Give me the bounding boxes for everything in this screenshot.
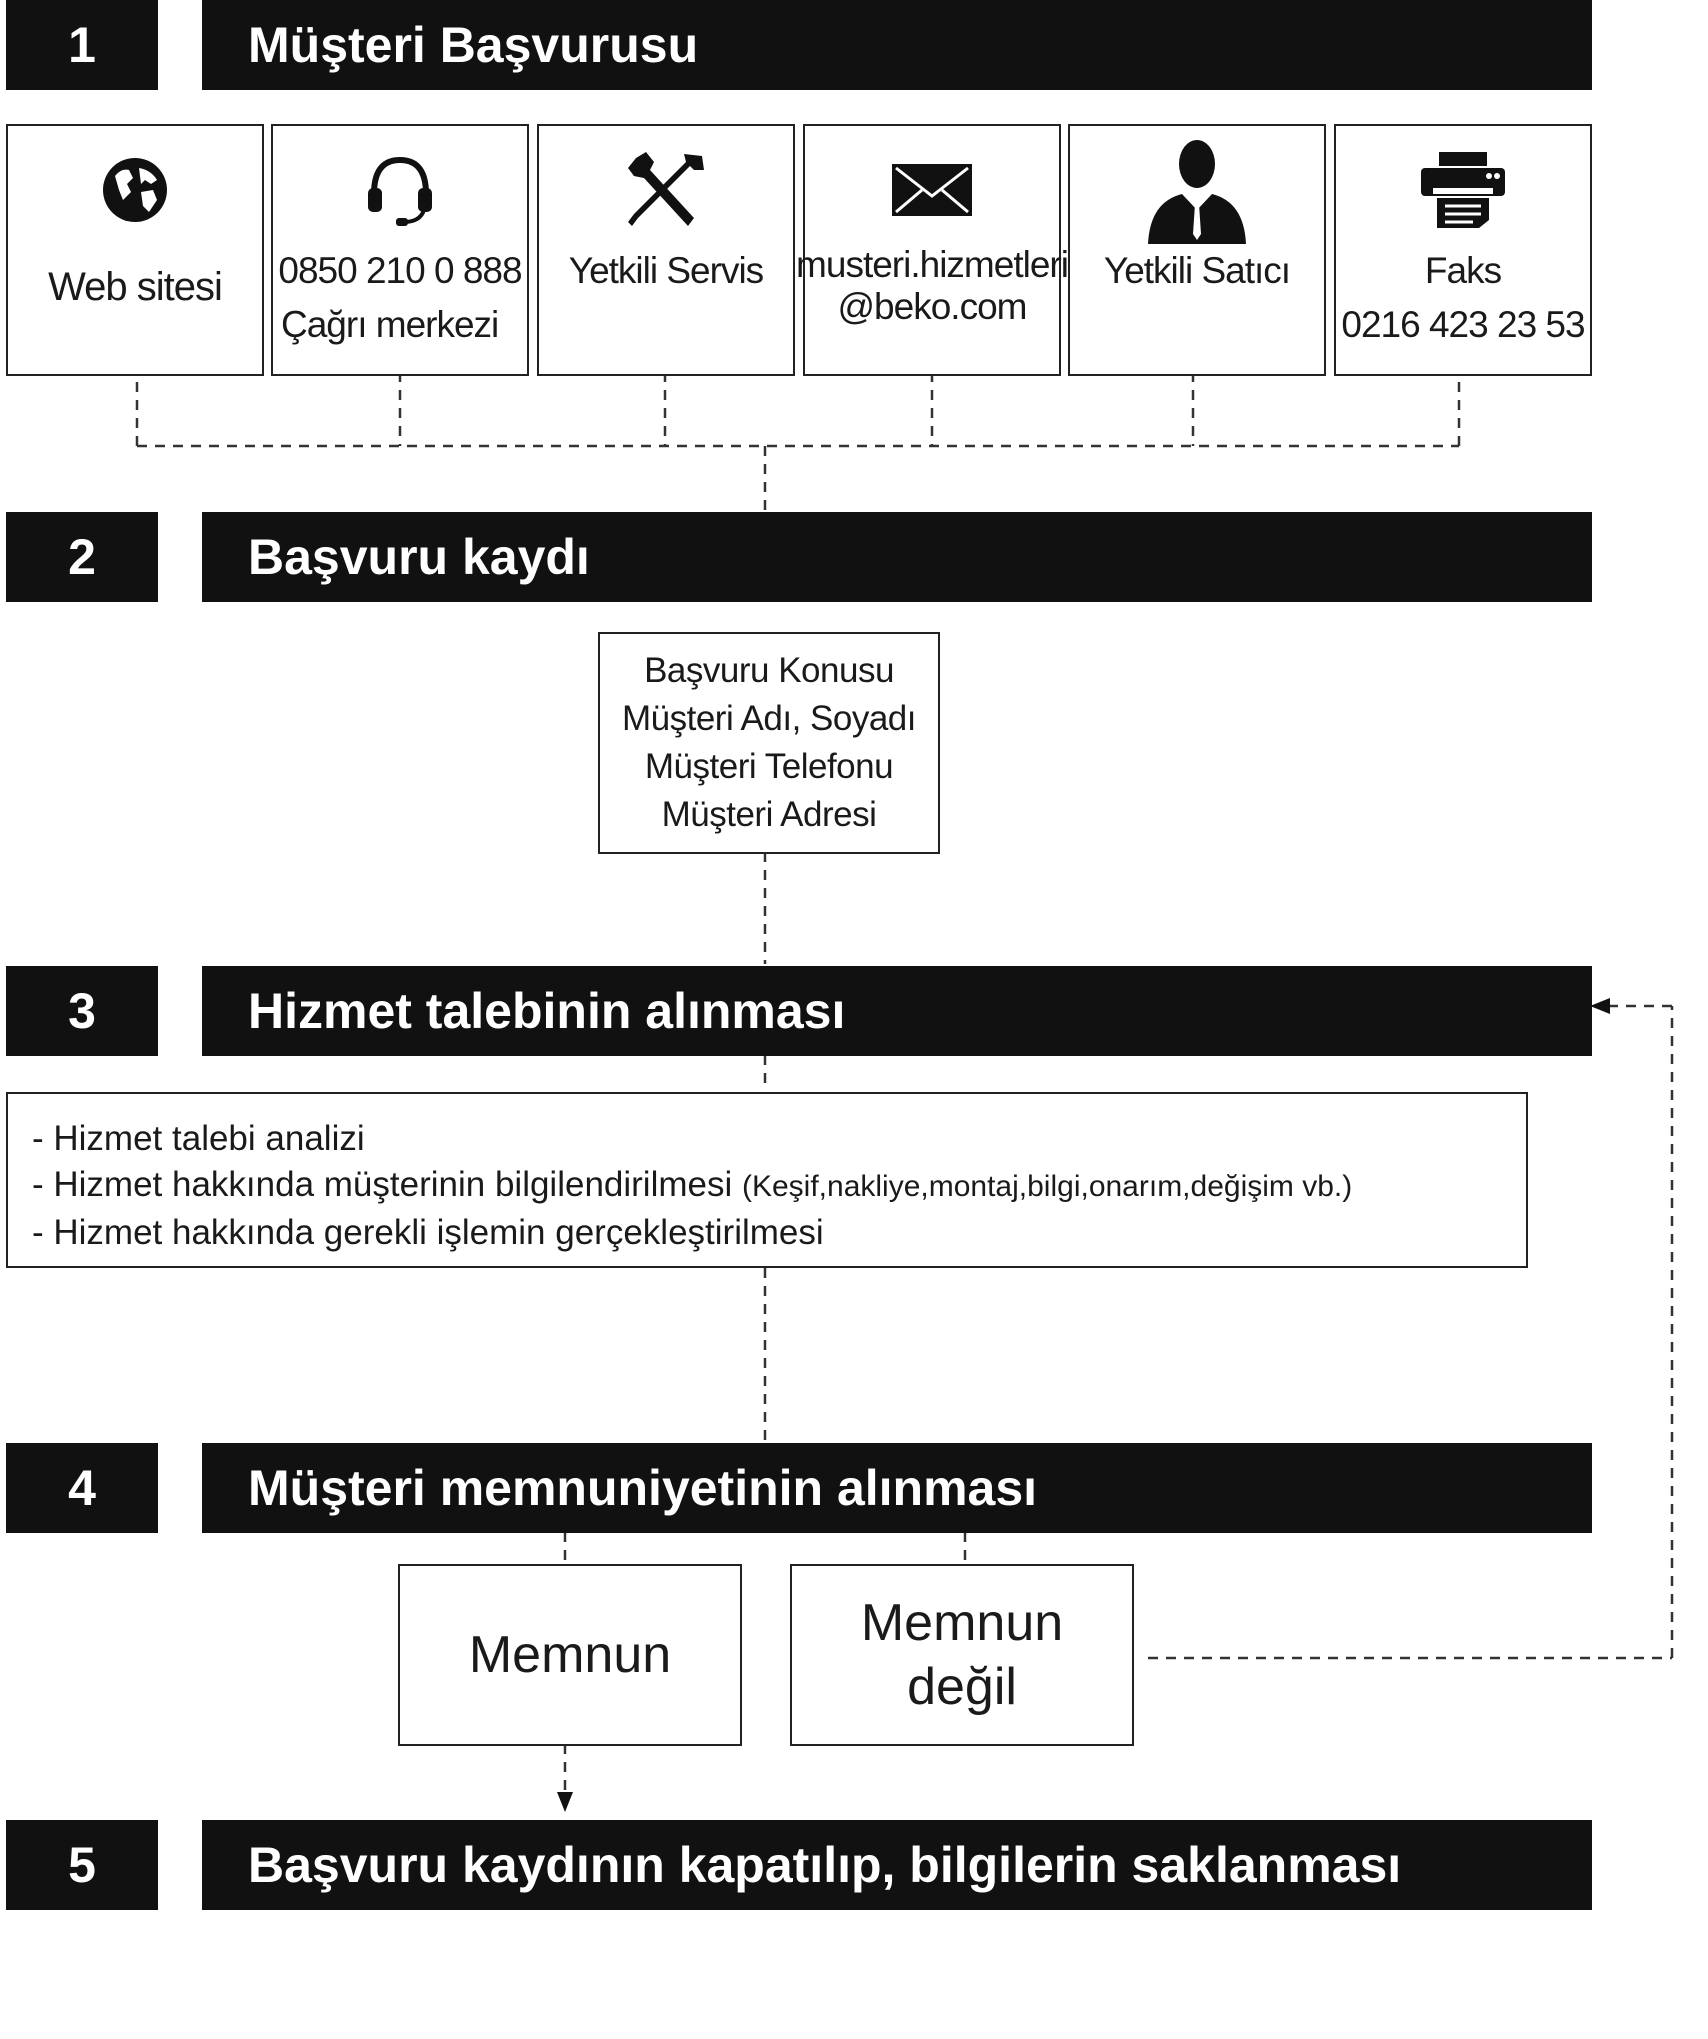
channel-dealer bbox=[1068, 124, 1326, 376]
channel-label: Faks bbox=[1424, 250, 1502, 291]
service-items-box bbox=[6, 1092, 1528, 1268]
channel-phone: 0850 210 0 888 bbox=[278, 250, 522, 291]
channel-authorized-service bbox=[537, 124, 795, 376]
step-number-5: 5 bbox=[6, 1820, 158, 1910]
channel-web bbox=[6, 124, 264, 376]
channel-fax bbox=[1334, 124, 1592, 376]
registration-field: Müşteri Adresi bbox=[661, 795, 877, 834]
registration-field: Müşteri Telefonu bbox=[644, 747, 894, 786]
channel-email-user: musteri.hizmetleri bbox=[796, 244, 1068, 285]
channel-fax-number: 0216 423 23 53 bbox=[1341, 304, 1585, 345]
channel-label: Yetkili Satıcı bbox=[1103, 250, 1291, 291]
step-number-3: 3 bbox=[6, 966, 158, 1056]
channel-call-center bbox=[271, 124, 529, 376]
channel-email bbox=[796, 124, 1068, 376]
service-item: - Hizmet hakkında gerekli işlemin gerçekleştirilmesi bbox=[32, 1213, 824, 1252]
registration-field: Müşteri Adı, Soyadı bbox=[622, 699, 916, 738]
service-item-note: (Keşif,nakliye,montaj,bilgi,onarım,değişim vb.) bbox=[742, 1170, 1353, 1203]
step-title-1: Müşteri Başvurusu bbox=[202, 0, 1592, 90]
step-title-4: Müşteri memnuniyetinin alınması bbox=[202, 1443, 1592, 1533]
globe-icon bbox=[101, 136, 169, 244]
step-number-1: 1 bbox=[6, 0, 158, 90]
channel-label: Web sitesi bbox=[48, 265, 222, 309]
step-title-2: Başvuru kaydı bbox=[202, 512, 1592, 602]
fax-icon bbox=[1419, 136, 1507, 244]
channel-label: Yetkili Servis bbox=[568, 250, 764, 291]
arrow-to-step5 bbox=[557, 1792, 573, 1812]
satisfied-label: Memnun bbox=[468, 1626, 672, 1684]
channel-label: Çağrı merkezi bbox=[281, 304, 499, 345]
arrow-to-step3 bbox=[1590, 998, 1610, 1014]
step-title-3: Hizmet talebinin alınması bbox=[202, 966, 1592, 1056]
step-title-5: Başvuru kaydının kapatılıp, bilgilerin saklanması bbox=[202, 1820, 1592, 1910]
step-number-4: 4 bbox=[6, 1443, 158, 1533]
registration-field: Başvuru Konusu bbox=[644, 651, 894, 690]
service-item: - Hizmet hakkında müşterinin bilgilendirilmesi (Keşif,nakliye,montaj,bilgi,onarım,değişim vb.) bbox=[32, 1165, 1353, 1204]
service-item: - Hizmet talebi analizi bbox=[32, 1119, 365, 1158]
unsatisfied-label-line1: Memnun bbox=[860, 1594, 1064, 1652]
headset-icon bbox=[360, 136, 440, 244]
step-number-2: 2 bbox=[6, 512, 158, 602]
unsatisfied-box bbox=[790, 1564, 1134, 1746]
envelope-icon bbox=[890, 136, 974, 244]
wrench-screwdriver-icon bbox=[624, 136, 708, 244]
businessman-icon bbox=[1142, 136, 1252, 244]
unsatisfied-label-line2: değil bbox=[907, 1658, 1017, 1716]
registration-fields-box bbox=[598, 632, 940, 854]
satisfied-box bbox=[398, 1564, 742, 1746]
channel-email-domain: @beko.com bbox=[837, 286, 1027, 327]
